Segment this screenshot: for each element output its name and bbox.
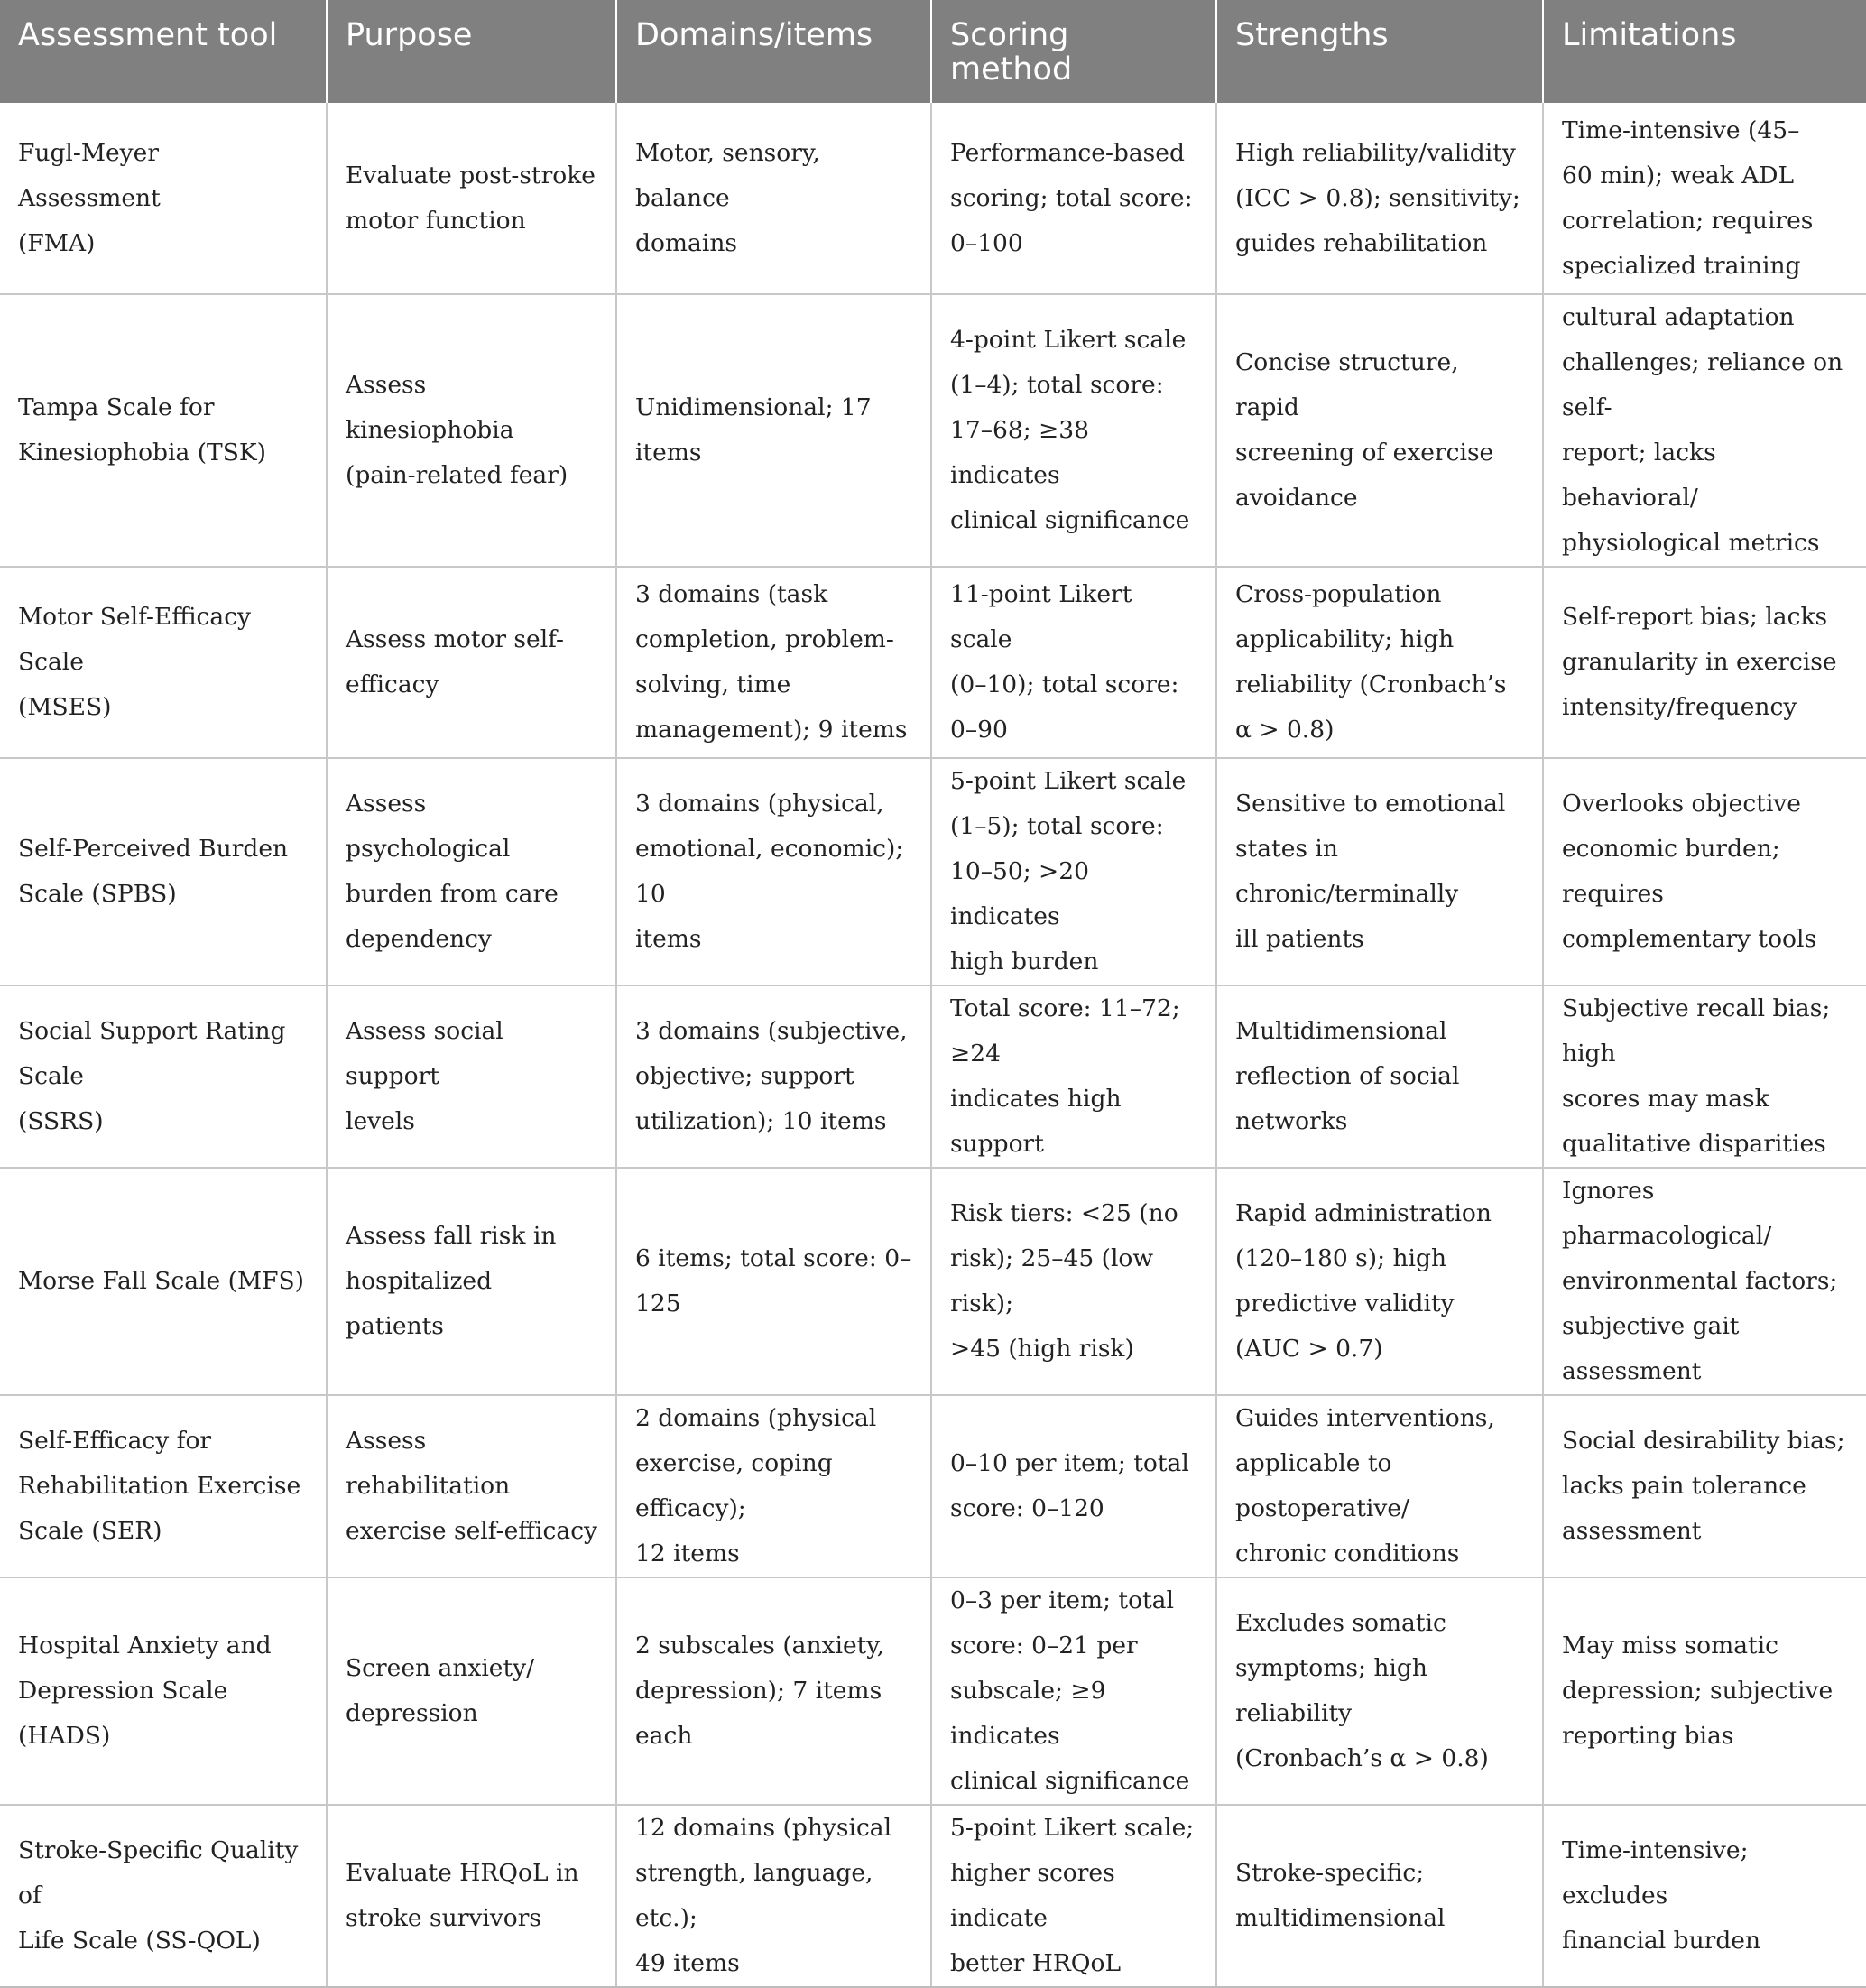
table-row <box>0 103 1866 294</box>
assessment-tool-cell: Morse Fall Scale (MFS) <box>0 1168 327 1395</box>
table-row <box>0 294 1866 567</box>
limitations-cell: Subjective recall bias; high scores may mask qualitative disparities <box>1543 985 1866 1168</box>
table-header <box>0 0 1866 103</box>
limitations-cell: Social desirability bias; lacks pain tolerance assessment <box>1543 1395 1866 1577</box>
purpose-cell: Screen anxiety/ depression <box>327 1577 616 1805</box>
scoring-method-cell: 5-point Likert scale; higher scores indicate better HRQoL <box>931 1805 1216 1987</box>
domains-items-cell: 3 domains (task completion, problem- solving, time management); 9 items <box>616 567 931 758</box>
strengths-cell: Rapid administration (120–180 s); high predictive validity (AUC > 0.7) <box>1216 1168 1543 1395</box>
domains-items-cell: 6 items; total score: 0–125 <box>616 1168 931 1395</box>
assessment-tool-cell: Self-Efficacy for Rehabilitation Exercise Scale (SER) <box>0 1395 327 1577</box>
scoring-method-cell: 11-point Likert scale (0–10); total score: 0–90 <box>931 567 1216 758</box>
assessment-tool-cell: Stroke-Specific Quality of Life Scale (SS-QOL) <box>0 1805 327 1987</box>
purpose-cell: Assess rehabilitation exercise self-efficacy <box>327 1395 616 1577</box>
purpose-cell: Evaluate HRQoL in stroke survivors <box>327 1805 616 1987</box>
domains-items-cell: Motor, sensory, balance domains <box>616 103 931 294</box>
assessment-tool-cell: Motor Self-Efficacy Scale (MSES) <box>0 567 327 758</box>
assessment-tool-cell: Self-Perceived Burden Scale (SPBS) <box>0 758 327 985</box>
scoring-method-cell: 4-point Likert scale (1–4); total score: 17–68; ≥38 indicates clinical significance <box>931 294 1216 567</box>
table-row <box>0 1395 1866 1577</box>
assessment-tool-cell: Social Support Rating Scale (SSRS) <box>0 985 327 1168</box>
table-row <box>0 1805 1866 1987</box>
strengths-cell: Excludes somatic symptoms; high reliability (Cronbach’s α > 0.8) <box>1216 1577 1543 1805</box>
strengths-cell: Stroke-specific; multidimensional <box>1216 1805 1543 1987</box>
domains-items-cell: Unidimensional; 17 items <box>616 294 931 567</box>
strengths-cell: Cross-population applicability; high reliability (Cronbach’s α > 0.8) <box>1216 567 1543 758</box>
purpose-cell: Assess psychological burden from care dependency <box>327 758 616 985</box>
header-scoring-method: Scoring method <box>931 0 1216 103</box>
assessment-tool-cell: Tampa Scale for Kinesiophobia (TSK) <box>0 294 327 567</box>
domains-items-cell: 3 domains (physical, emotional, economic); 10 items <box>616 758 931 985</box>
scoring-method-cell: 0–3 per item; total score: 0–21 per subscale; ≥9 indicates clinical significance <box>931 1577 1216 1805</box>
purpose-cell: Assess kinesiophobia (pain-related fear) <box>327 294 616 567</box>
header-strengths: Strengths <box>1216 0 1543 103</box>
purpose-cell: Assess social support levels <box>327 985 616 1168</box>
table-row <box>0 567 1866 758</box>
domains-items-cell: 2 domains (physical exercise, coping efficacy); 12 items <box>616 1395 931 1577</box>
scoring-method-cell: Risk tiers: <25 (no risk); 25–45 (low risk); >45 (high risk) <box>931 1168 1216 1395</box>
purpose-cell: Assess fall risk in hospitalized patients <box>327 1168 616 1395</box>
purpose-cell: Assess motor self- efficacy <box>327 567 616 758</box>
strengths-cell: Multidimensional reflection of social networks <box>1216 985 1543 1168</box>
table-body <box>0 103 1866 1987</box>
limitations-cell: May miss somatic depression; subjective reporting bias <box>1543 1577 1866 1805</box>
strengths-cell: Guides interventions, applicable to postoperative/ chronic conditions <box>1216 1395 1543 1577</box>
assessment-tool-cell: Fugl-Meyer Assessment (FMA) <box>0 103 327 294</box>
domains-items-cell: 2 subscales (anxiety, depression); 7 items each <box>616 1577 931 1805</box>
strengths-cell: High reliability/validity (ICC > 0.8); sensitivity; guides rehabilitation <box>1216 103 1543 294</box>
limitations-cell: Time-intensive; excludes financial burden <box>1543 1805 1866 1987</box>
purpose-cell: Evaluate post-stroke motor function <box>327 103 616 294</box>
table-row <box>0 1577 1866 1805</box>
domains-items-cell: 3 domains (subjective, objective; support utilization); 10 items <box>616 985 931 1168</box>
limitations-cell: Ignores pharmacological/ environmental factors; subjective gait assessment <box>1543 1168 1866 1395</box>
assessment-tool-cell: Hospital Anxiety and Depression Scale (HADS) <box>0 1577 327 1805</box>
header-domains-items: Domains/items <box>616 0 931 103</box>
scoring-method-cell: Total score: 11–72; ≥24 indicates high support <box>931 985 1216 1168</box>
strengths-cell: Concise structure, rapid screening of exercise avoidance <box>1216 294 1543 567</box>
scoring-method-cell: 0–10 per item; total score: 0–120 <box>931 1395 1216 1577</box>
scoring-method-cell: Performance-based scoring; total score: 0–100 <box>931 103 1216 294</box>
limitations-cell: cultural adaptation challenges; reliance on self- report; lacks behavioral/ physiological metrics <box>1543 294 1866 567</box>
header-assessment-tool: Assessment tool <box>0 0 327 103</box>
strengths-cell: Sensitive to emotional states in chronic/terminally ill patients <box>1216 758 1543 985</box>
limitations-cell: Time-intensive (45– 60 min); weak ADL correlation; requires specialized training <box>1543 103 1866 294</box>
header-purpose: Purpose <box>327 0 616 103</box>
limitations-cell: Self-report bias; lacks granularity in exercise intensity/frequency <box>1543 567 1866 758</box>
table-row <box>0 758 1866 985</box>
header-row <box>0 0 1866 103</box>
limitations-cell: Overlooks objective economic burden; requires complementary tools <box>1543 758 1866 985</box>
header-limitations: Limitations <box>1543 0 1866 103</box>
scoring-method-cell: 5-point Likert scale (1–5); total score: 10–50; >20 indicates high burden <box>931 758 1216 985</box>
domains-items-cell: 12 domains (physical strength, language, etc.); 49 items <box>616 1805 931 1987</box>
table-row <box>0 985 1866 1168</box>
table-row <box>0 1168 1866 1395</box>
